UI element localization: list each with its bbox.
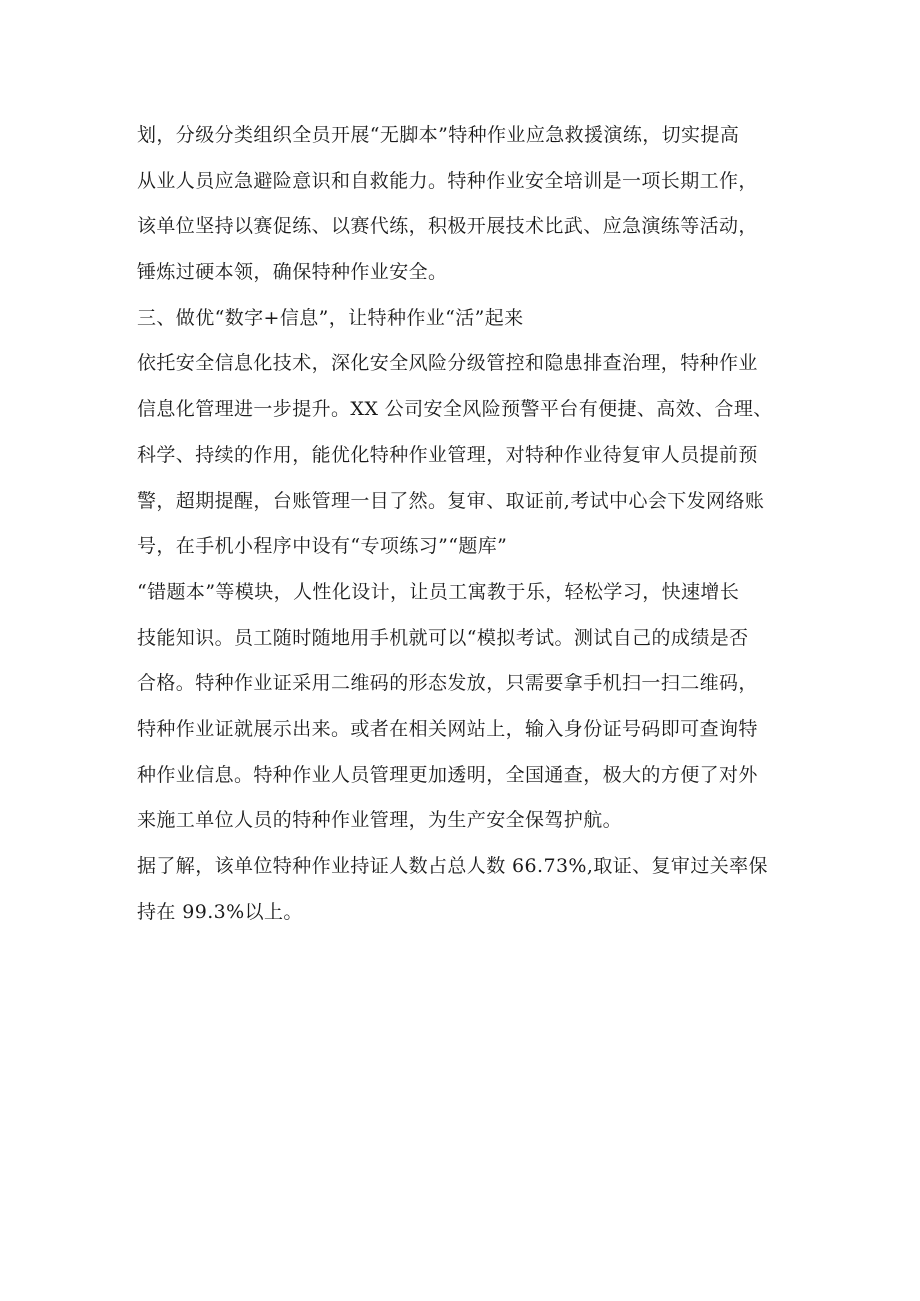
text-line: 划，分级分类组织全员开展“无脚本”特种作业应急救援演练，切实提高 xyxy=(137,124,740,146)
text-line: 信息化管理进一步提升。XX 公司安全风险预警平台有便捷、高效、合理、 xyxy=(137,398,773,421)
text-line: 锤炼过硬本领，确保特种作业安全。 xyxy=(137,261,448,284)
text-line: 依托安全信息化技术，深化安全风险分级管控和隐患排查治理，特种作业 xyxy=(137,352,758,375)
text-line: 来施工单位人员的特种作业管理，为生产安全保驾护航。 xyxy=(137,809,623,832)
text-line: 该单位坚持以赛促练、以赛代练，积极开展技术比武、应急演练等活动， xyxy=(137,215,758,238)
text-line: “错题本”等模块，人性化设计，让员工寓教于乐，轻松学习，快速增长 xyxy=(137,580,740,603)
text-line: 科学、持续的作用，能优化特种作业管理，对特种作业待复审人员提前预 xyxy=(137,443,758,466)
text-line: 特种作业证就展示出来。或者在相关网站上，输入身份证号码即可查询特 xyxy=(137,717,758,740)
text-line: 警，超期提醒，台账管理一目了然。复审、取证前,考试中心会下发网络账 xyxy=(137,489,765,512)
text-line: 号，在手机小程序中设有“专项练习”“题库” xyxy=(137,535,508,558)
text-line: 合格。特种作业证采用二维码的形态发放，只需要拿手机扫一扫二维码， xyxy=(137,672,758,695)
section-heading: 三、做优“数字+信息”，让特种作业“活”起来 xyxy=(137,306,524,329)
body-text xyxy=(137,113,797,935)
text-line: 持在 99.3%以上。 xyxy=(137,900,303,923)
text-line: 从业人员应急避险意识和自救能力。特种作业安全培训是一项长期工作， xyxy=(137,169,758,192)
text-line: 据了解，该单位特种作业持证人数占总人数 66.73%,取证、复审过关率保 xyxy=(137,855,768,877)
text-line: 技能知识。员工随时随地用手机就可以“模拟考试。测试自己的成绩是否 xyxy=(137,626,749,649)
text-line: 种作业信息。特种作业人员管理更加透明，全国通查，极大的方便了对外 xyxy=(137,763,758,786)
